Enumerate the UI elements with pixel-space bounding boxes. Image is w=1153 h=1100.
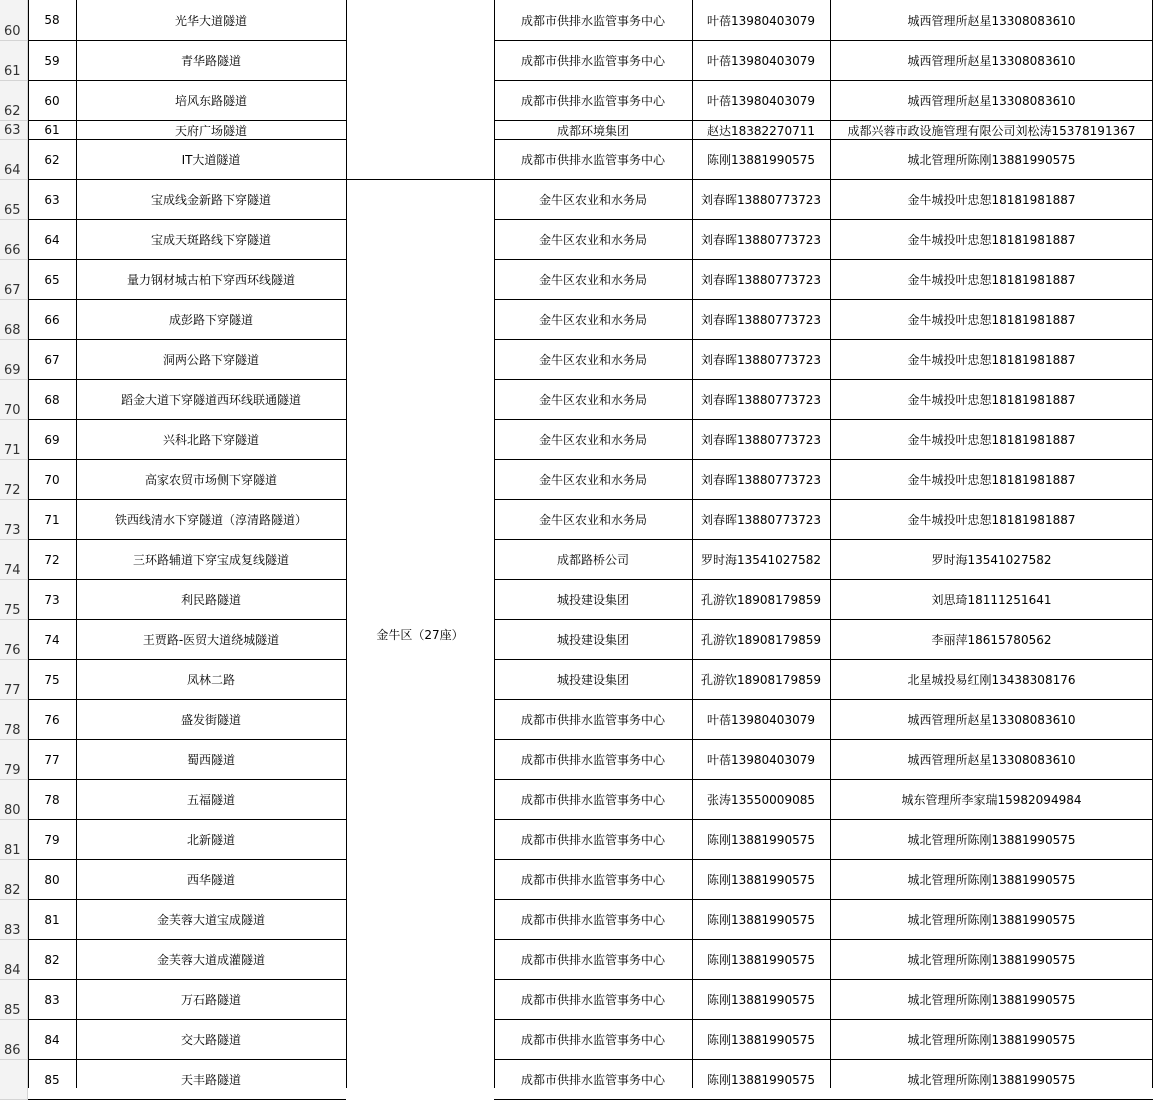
cell-contact[interactable]: 陈刚13881990575 [692, 940, 830, 980]
cell-manager[interactable]: 城北管理所陈刚13881990575 [830, 860, 1153, 900]
cell-contact[interactable]: 刘春晖13880773723 [692, 420, 830, 460]
cell-number[interactable]: 80 [28, 860, 76, 900]
row-header[interactable] [0, 260, 28, 300]
row-header[interactable] [0, 620, 28, 660]
cell-number[interactable]: 62 [28, 140, 76, 180]
cell-unit[interactable]: 金牛区农业和水务局 [494, 460, 692, 500]
cell-unit[interactable]: 成都市供排水监管事务中心 [494, 1020, 692, 1060]
cell-tunnel-name[interactable]: 五福隧道 [76, 780, 346, 820]
cell-number[interactable]: 64 [28, 220, 76, 260]
cell-contact[interactable]: 刘春晖13880773723 [692, 260, 830, 300]
cell-district[interactable] [346, 81, 494, 121]
row-header[interactable] [0, 860, 28, 900]
row-header[interactable] [0, 0, 28, 41]
cell-tunnel-name[interactable]: 蹈金大道下穿隧道西环线联通隧道 [76, 380, 346, 420]
cell-tunnel-name[interactable]: 三环路辅道下穿宝成复线隧道 [76, 540, 346, 580]
cell-manager[interactable]: 城北管理所陈刚13881990575 [830, 980, 1153, 1020]
cell-unit[interactable]: 金牛区农业和水务局 [494, 340, 692, 380]
row-header[interactable] [0, 740, 28, 780]
cell-manager[interactable]: 李丽萍18615780562 [830, 620, 1153, 660]
cell-district[interactable] [346, 121, 494, 140]
grid-line [76, 0, 77, 1088]
cell-tunnel-name[interactable]: 金芙蓉大道宝成隧道 [76, 900, 346, 940]
cell-number[interactable]: 83 [28, 980, 76, 1020]
row-number: 74 [4, 563, 21, 578]
cell-unit[interactable]: 城投建设集团 [494, 620, 692, 660]
cell-manager[interactable]: 城东管理所李家瑞15982094984 [830, 780, 1153, 820]
row-number: 81 [4, 843, 21, 858]
row-header[interactable] [0, 900, 28, 940]
row-header[interactable] [0, 980, 28, 1020]
cell-contact[interactable]: 刘春晖13880773723 [692, 180, 830, 220]
cell-unit[interactable]: 成都市供排水监管事务中心 [494, 820, 692, 860]
cell-number[interactable]: 59 [28, 41, 76, 81]
cell-number[interactable]: 63 [28, 180, 76, 220]
cell-number[interactable]: 69 [28, 420, 76, 460]
row-header[interactable] [0, 340, 28, 380]
cell-unit[interactable]: 成都环境集团 [494, 121, 692, 140]
cell-contact[interactable]: 刘春晖13880773723 [692, 300, 830, 340]
row-number: 80 [4, 803, 21, 818]
cell-tunnel-name[interactable]: 宝成天斑路线下穿隧道 [76, 220, 346, 260]
cell-number[interactable]: 79 [28, 820, 76, 860]
cell-number[interactable]: 65 [28, 260, 76, 300]
cell-manager[interactable]: 城北管理所陈刚13881990575 [830, 1060, 1153, 1100]
grid-line [346, 0, 347, 1088]
row-number: 66 [4, 243, 21, 258]
cell-number[interactable]: 72 [28, 540, 76, 580]
row-number: 67 [4, 283, 21, 298]
row-header[interactable] [0, 41, 28, 81]
row-number: 61 [4, 64, 21, 79]
cell-number[interactable]: 61 [28, 121, 76, 140]
cell-unit[interactable]: 成都市供排水监管事务中心 [494, 140, 692, 180]
row-number: 82 [4, 883, 21, 898]
cell-contact[interactable]: 叶蓓13980403079 [692, 0, 830, 41]
cell-manager[interactable]: 金牛城投叶忠恕18181981887 [830, 260, 1153, 300]
cell-contact[interactable]: 刘春晖13880773723 [692, 340, 830, 380]
cell-manager[interactable]: 城西管理所赵星13308083610 [830, 0, 1153, 41]
row-header[interactable] [0, 140, 28, 180]
cell-tunnel-name[interactable]: 洞两公路下穿隧道 [76, 340, 346, 380]
cell-tunnel-name[interactable]: 量力钢材城古柏下穿西环线隧道 [76, 260, 346, 300]
row-header[interactable] [0, 420, 28, 460]
cell-unit[interactable]: 成都市供排水监管事务中心 [494, 940, 692, 980]
cell-contact[interactable]: 罗时海13541027582 [692, 540, 830, 580]
cell-number[interactable]: 76 [28, 700, 76, 740]
cell-tunnel-name[interactable]: 兴科北路下穿隧道 [76, 420, 346, 460]
cell-number[interactable]: 58 [28, 0, 76, 41]
cell-unit[interactable]: 成都市供排水监管事务中心 [494, 900, 692, 940]
cell-district[interactable] [346, 41, 494, 81]
cell-unit[interactable]: 城投建设集团 [494, 580, 692, 620]
cell-number[interactable]: 78 [28, 780, 76, 820]
cell-unit[interactable]: 城投建设集团 [494, 660, 692, 700]
cell-number[interactable]: 75 [28, 660, 76, 700]
cell-tunnel-name[interactable]: 利民路隧道 [76, 580, 346, 620]
row-number: 73 [4, 523, 21, 538]
cell-unit[interactable]: 成都市供排水监管事务中心 [494, 1060, 692, 1100]
row-number: 85 [4, 1003, 21, 1018]
cell-tunnel-name[interactable]: 金芙蓉大道成灌隧道 [76, 940, 346, 980]
row-header[interactable] [0, 220, 28, 260]
row-header[interactable] [0, 580, 28, 620]
row-number: 86 [4, 1043, 21, 1058]
cell-contact[interactable]: 赵达18382270711 [692, 121, 830, 140]
row-header[interactable] [0, 780, 28, 820]
cell-tunnel-name[interactable]: 蜀西隧道 [76, 740, 346, 780]
cell-manager[interactable]: 城西管理所赵星13308083610 [830, 81, 1153, 121]
row-header[interactable] [0, 500, 28, 540]
grid-line [28, 0, 29, 1088]
cell-tunnel-name[interactable]: 高家农贸市场侧下穿隧道 [76, 460, 346, 500]
row-header[interactable] [0, 1020, 28, 1060]
cell-tunnel-name[interactable]: 光华大道隧道 [76, 0, 346, 41]
cell-tunnel-name[interactable]: 北新隧道 [76, 820, 346, 860]
row-header[interactable] [0, 700, 28, 740]
cell-contact[interactable]: 陈刚13881990575 [692, 980, 830, 1020]
row-number: 83 [4, 923, 21, 938]
cell-contact[interactable]: 叶蓓13980403079 [692, 81, 830, 121]
cell-number[interactable]: 66 [28, 300, 76, 340]
row-number: 70 [4, 403, 21, 418]
cell-contact[interactable]: 叶蓓13980403079 [692, 740, 830, 780]
cell-tunnel-name[interactable]: IT大道隧道 [76, 140, 346, 180]
cell-manager[interactable]: 金牛城投叶忠恕18181981887 [830, 500, 1153, 540]
cell-unit[interactable]: 金牛区农业和水务局 [494, 220, 692, 260]
cell-manager[interactable]: 城西管理所赵星13308083610 [830, 740, 1153, 780]
cell-contact[interactable]: 刘春晖13880773723 [692, 500, 830, 540]
cell-number[interactable]: 82 [28, 940, 76, 980]
cell-manager[interactable]: 罗时海13541027582 [830, 540, 1153, 580]
cell-manager[interactable]: 城西管理所赵星13308083610 [830, 41, 1153, 81]
district-cell[interactable]: 金牛区（27座） [376, 627, 464, 642]
cell-manager[interactable]: 金牛城投叶忠恕18181981887 [830, 180, 1153, 220]
cell-manager[interactable]: 北星城投易红刚13438308176 [830, 660, 1153, 700]
cell-tunnel-name[interactable]: 成彭路下穿隧道 [76, 300, 346, 340]
cell-manager[interactable]: 金牛城投叶忠恕18181981887 [830, 340, 1153, 380]
cell-number[interactable]: 68 [28, 380, 76, 420]
cell-unit[interactable]: 金牛区农业和水务局 [494, 260, 692, 300]
row-number: 64 [4, 163, 21, 178]
cell-number[interactable]: 74 [28, 620, 76, 660]
cell-number[interactable]: 77 [28, 740, 76, 780]
cell-unit[interactable]: 金牛区农业和水务局 [494, 500, 692, 540]
cell-manager[interactable]: 刘思琦18111251641 [830, 580, 1153, 620]
cell-number[interactable]: 81 [28, 900, 76, 940]
cell-contact[interactable]: 叶蓓13980403079 [692, 700, 830, 740]
cell-contact[interactable]: 孔游钦18908179859 [692, 580, 830, 620]
cell-contact[interactable]: 刘春晖13880773723 [692, 460, 830, 500]
row-number: 62 [4, 104, 21, 119]
cell-contact[interactable]: 陈刚13881990575 [692, 900, 830, 940]
cell-manager[interactable]: 金牛城投叶忠恕18181981887 [830, 380, 1153, 420]
cell-manager[interactable]: 城北管理所陈刚13881990575 [830, 1020, 1153, 1060]
row-number: 68 [4, 323, 21, 338]
cell-tunnel-name[interactable]: 宝成线金新路下穿隧道 [76, 180, 346, 220]
cell-contact[interactable]: 张涛13550009085 [692, 780, 830, 820]
cell-tunnel-name[interactable]: 培风东路隧道 [76, 81, 346, 121]
cell-manager[interactable]: 金牛城投叶忠恕18181981887 [830, 420, 1153, 460]
cell-number[interactable]: 70 [28, 460, 76, 500]
cell-unit[interactable]: 成都市供排水监管事务中心 [494, 700, 692, 740]
cell-manager[interactable]: 金牛城投叶忠恕18181981887 [830, 460, 1153, 500]
cell-unit[interactable]: 成都市供排水监管事务中心 [494, 740, 692, 780]
cell-contact[interactable]: 陈刚13881990575 [692, 1060, 830, 1100]
cell-contact[interactable]: 叶蓓13980403079 [692, 41, 830, 81]
row-number: 76 [4, 643, 21, 658]
cell-district[interactable] [346, 140, 494, 180]
row-number: 77 [4, 683, 21, 698]
cell-contact[interactable]: 孔游钦18908179859 [692, 620, 830, 660]
cell-tunnel-name[interactable]: 天府广场隧道 [76, 121, 346, 140]
cell-unit[interactable]: 成都市供排水监管事务中心 [494, 0, 692, 41]
cell-number[interactable]: 84 [28, 1020, 76, 1060]
cell-tunnel-name[interactable]: 青华路隧道 [76, 41, 346, 81]
cell-unit[interactable]: 金牛区农业和水务局 [494, 380, 692, 420]
row-header[interactable] [0, 540, 28, 580]
row-number: 63 [4, 123, 21, 138]
cell-tunnel-name[interactable]: 万石路隧道 [76, 980, 346, 1020]
cell-manager[interactable]: 金牛城投叶忠恕18181981887 [830, 300, 1153, 340]
cell-contact[interactable]: 刘春晖13880773723 [692, 380, 830, 420]
cell-tunnel-name[interactable]: 王贾路-医贸大道绕城隧道 [76, 620, 346, 660]
cell-number[interactable]: 60 [28, 81, 76, 121]
cell-contact[interactable]: 孔游钦18908179859 [692, 660, 830, 700]
cell-tunnel-name[interactable]: 交大路隧道 [76, 1020, 346, 1060]
cell-contact[interactable]: 陈刚13881990575 [692, 820, 830, 860]
cell-manager[interactable]: 城北管理所陈刚13881990575 [830, 140, 1153, 180]
row-header[interactable] [0, 180, 28, 220]
row-number: 84 [4, 963, 21, 978]
cell-unit[interactable]: 成都市供排水监管事务中心 [494, 81, 692, 121]
cell-manager[interactable]: 城北管理所陈刚13881990575 [830, 940, 1153, 980]
cell-number[interactable]: 73 [28, 580, 76, 620]
row-number: 78 [4, 723, 21, 738]
row-number: 69 [4, 363, 21, 378]
cell-tunnel-name[interactable]: 天丰路隧道 [76, 1060, 346, 1100]
cell-contact[interactable]: 陈刚13881990575 [692, 1020, 830, 1060]
cell-manager[interactable]: 成都兴蓉市政设施管理有限公司刘松涛15378191367 [830, 121, 1153, 140]
cell-unit[interactable]: 成都路桥公司 [494, 540, 692, 580]
cell-manager[interactable]: 金牛城投叶忠恕18181981887 [830, 220, 1153, 260]
grid-line [494, 0, 495, 1088]
cell-manager[interactable]: 城北管理所陈刚13881990575 [830, 900, 1153, 940]
row-number: 60 [4, 24, 21, 39]
row-header[interactable] [0, 940, 28, 980]
cell-number[interactable]: 67 [28, 340, 76, 380]
row-number: 75 [4, 603, 21, 618]
row-header[interactable] [0, 300, 28, 340]
cell-unit[interactable]: 成都市供排水监管事务中心 [494, 780, 692, 820]
cell-tunnel-name[interactable]: 西华隧道 [76, 860, 346, 900]
row-header[interactable] [0, 660, 28, 700]
cell-contact[interactable]: 刘春晖13880773723 [692, 220, 830, 260]
cell-unit[interactable]: 金牛区农业和水务局 [494, 300, 692, 340]
cell-district[interactable] [346, 0, 494, 41]
row-number: 71 [4, 443, 21, 458]
cell-tunnel-name[interactable]: 盛发街隧道 [76, 700, 346, 740]
row-header[interactable] [0, 380, 28, 420]
cell-tunnel-name[interactable]: 铁西线清水下穿隧道（淳清路隧道） [76, 500, 346, 540]
cell-manager[interactable]: 城西管理所赵星13308083610 [830, 700, 1153, 740]
row-header[interactable] [0, 460, 28, 500]
row-header[interactable] [0, 820, 28, 860]
cell-unit[interactable]: 成都市供排水监管事务中心 [494, 860, 692, 900]
cell-manager[interactable]: 城北管理所陈刚13881990575 [830, 820, 1153, 860]
row-number: 79 [4, 763, 21, 778]
cell-contact[interactable]: 陈刚13881990575 [692, 140, 830, 180]
cell-tunnel-name[interactable]: 凤林二路 [76, 660, 346, 700]
row-header[interactable] [0, 81, 28, 121]
row-number: 72 [4, 483, 21, 498]
grid-line [830, 0, 831, 1088]
cell-unit[interactable]: 成都市供排水监管事务中心 [494, 980, 692, 1020]
cell-number[interactable]: 85 [28, 1060, 76, 1100]
grid-line [692, 0, 693, 1088]
cell-unit[interactable]: 金牛区农业和水务局 [494, 180, 692, 220]
row-header[interactable] [0, 121, 28, 140]
row-number: 65 [4, 203, 21, 218]
cell-unit[interactable]: 成都市供排水监管事务中心 [494, 41, 692, 81]
cell-contact[interactable]: 陈刚13881990575 [692, 860, 830, 900]
cell-number[interactable]: 71 [28, 500, 76, 540]
row-header[interactable] [0, 1060, 28, 1100]
cell-unit[interactable]: 金牛区农业和水务局 [494, 420, 692, 460]
